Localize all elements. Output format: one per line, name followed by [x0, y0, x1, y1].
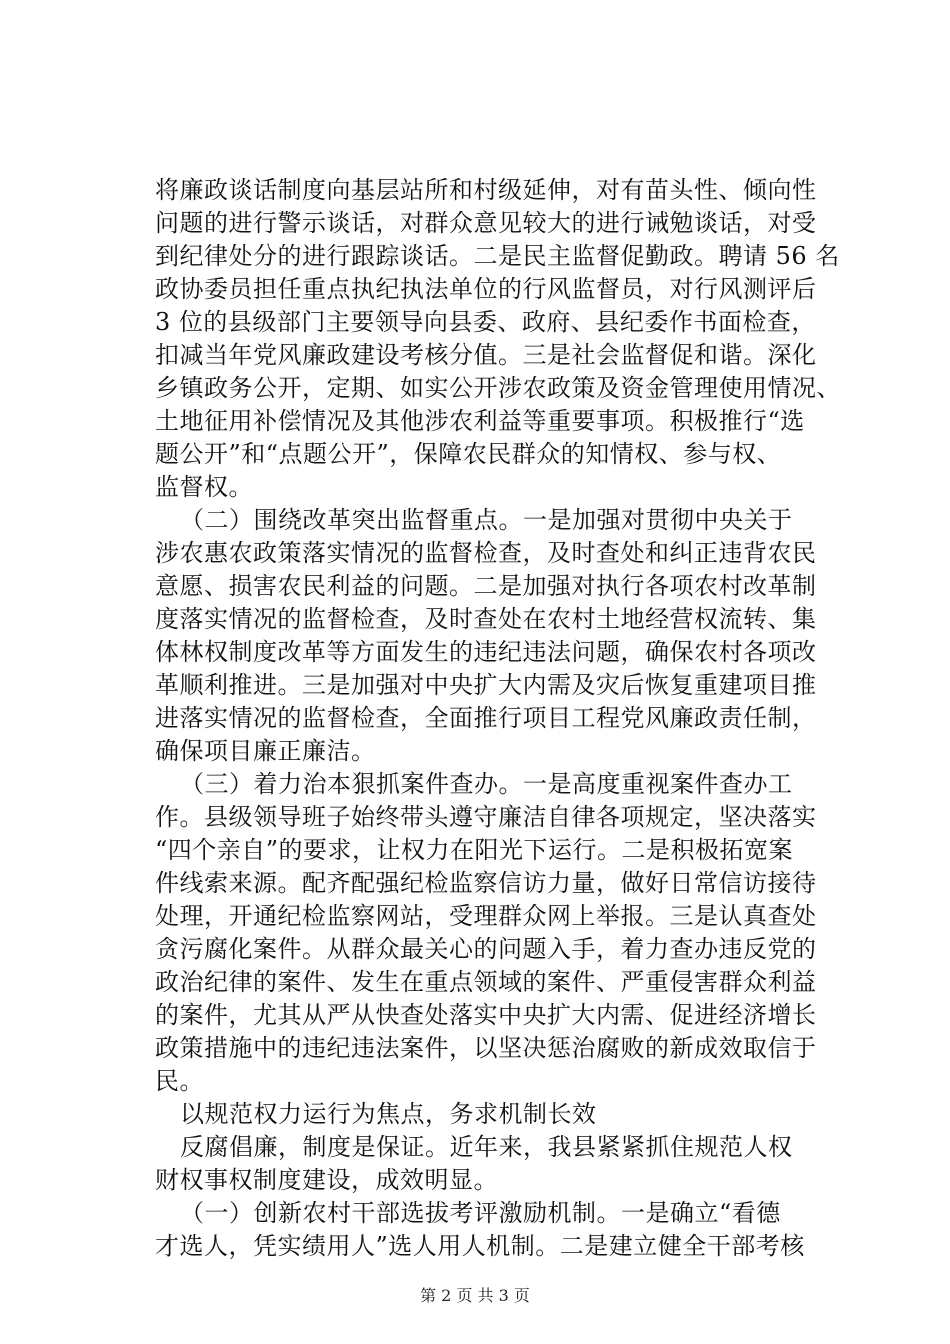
text-line: 处理，开通纪检监察网站，受理群众网上举报。三是认真查处	[155, 902, 817, 930]
text-line: 土地征用补偿情况及其他涉农利益等重要事项。积极推行“选	[155, 407, 805, 435]
page-footer: 第 2 页 共 3 页	[420, 1286, 530, 1305]
text-line: 件线索来源。配齐配强纪检监察信访力量，做好日常信访接待	[155, 869, 817, 897]
text-line: （二）围绕改革突出监督重点。一是加强对贯彻中央关于	[180, 506, 793, 534]
section-heading: 以规范权力运行为焦点，务求机制长效	[180, 1100, 597, 1128]
text-line: 才选人，凭实绩用人”选人用人机制。二是建立健全干部考核	[155, 1232, 805, 1260]
text-line: 涉农惠农政策落实情况的监督检查，及时查处和纠正违背农民	[155, 539, 817, 567]
text-line: 扣减当年党风廉政建设考核分值。三是社会监督促和谐。深化	[155, 341, 817, 369]
text-line: 乡镇政务公开，定期、如实公开涉农政策及资金管理使用情况、	[155, 374, 841, 402]
text-line: 题公开”和“点题公开”，保障农民群众的知情权、参与权、	[155, 440, 782, 468]
text-line: 财权事权制度建设，成效明显。	[155, 1166, 498, 1194]
text-line: 度落实情况的监督检查，及时查处在农村土地经营权流转、集	[155, 605, 817, 633]
text-line: 3 位的县级部门主要领导向县委、政府、县纪委作书面检查，	[155, 308, 816, 336]
text-line: （一）创新农村干部选拔考评激励机制。一是确立“看德	[180, 1199, 781, 1227]
text-line: 体林权制度改革等方面发生的违纪违法问题，确保农村各项改	[155, 638, 817, 666]
text-line: 到纪律处分的进行跟踪谈话。二是民主监督促勤政。聘请 56 名	[155, 242, 840, 270]
text-line: 革顺利推进。三是加强对中央扩大内需及灾后恢复重建项目推	[155, 671, 817, 699]
text-line: 将廉政谈话制度向基层站所和村级延伸，对有苗头性、倾向性	[155, 176, 817, 204]
text-line: 进落实情况的监督检查，全面推行项目工程党风廉政责任制，	[155, 704, 817, 732]
text-line: 意愿、损害农民利益的问题。二是加强对执行各项农村改革制	[155, 572, 817, 600]
text-line: “四个亲自”的要求，让权力在阳光下运行。二是积极拓宽案	[155, 836, 794, 864]
text-line: （三）着力治本狠抓案件查办。一是高度重视案件查办工	[180, 770, 793, 798]
text-line: 政协委员担任重点执纪执法单位的行风监督员，对行风测评后	[155, 275, 817, 303]
text-line: 政治纪律的案件、发生在重点领域的案件、严重侵害群众利益	[155, 968, 817, 996]
text-line: 政策措施中的违纪违法案件，以坚决惩治腐败的新成效取信于	[155, 1034, 817, 1062]
text-line: 民。	[155, 1067, 204, 1095]
text-line: 确保项目廉正廉洁。	[155, 737, 376, 765]
text-line: 作。县级领导班子始终带头遵守廉洁自律各项规定，坚决落实	[155, 803, 817, 831]
text-line: 监督权。	[155, 473, 253, 501]
text-line: 问题的进行警示谈话，对群众意见较大的进行诫勉谈话，对受	[155, 209, 817, 237]
text-line: 反腐倡廉，制度是保证。近年来，我县紧紧抓住规范人权	[180, 1133, 793, 1161]
text-line: 的案件，尤其从严从快查处落实中央扩大内需、促进经济增长	[155, 1001, 817, 1029]
text-line: 贪污腐化案件。从群众最关心的问题入手，着力查办违反党的	[155, 935, 817, 963]
